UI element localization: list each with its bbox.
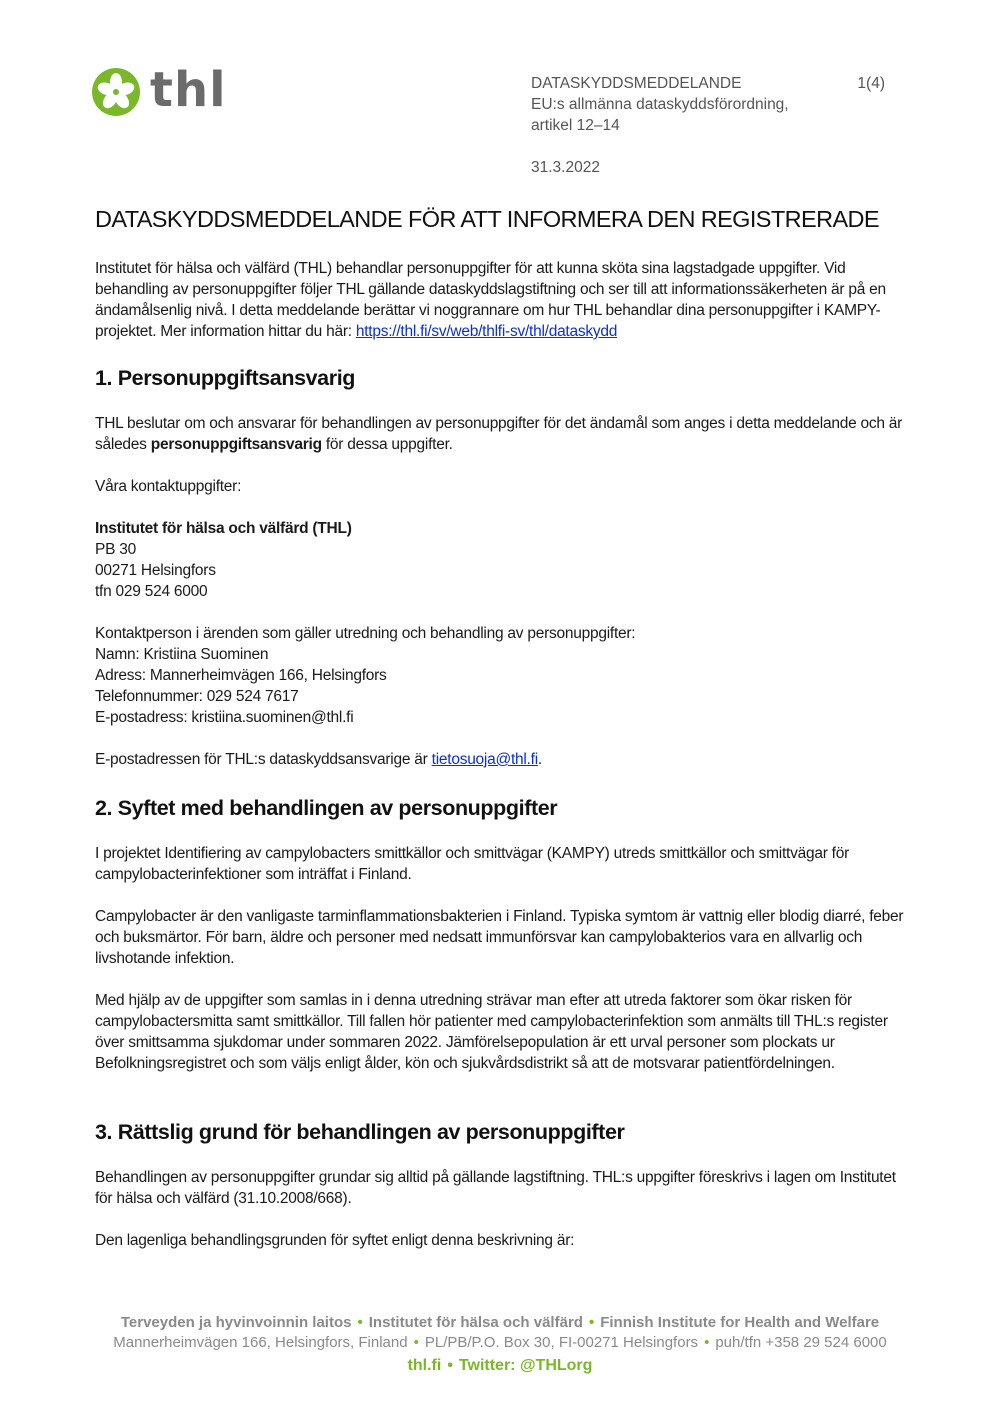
section-3-heading: 3. Rättslig grund för behandlingen av personuppgifter [95,1120,625,1144]
footer-phone: puh/tfn +358 29 524 6000 [715,1334,887,1351]
footer-box: PL/PB/P.O. Box 30, FI-00271 Helsingfors [424,1334,699,1351]
separator-dot: • [704,1334,710,1351]
footer-street: Mannerheimvägen 166, Helsingfors, Finland [113,1334,408,1351]
separator-dot: • [447,1357,453,1374]
thl-logo [92,62,227,118]
contact-address: Adress: Mannerheimvägen 166, Helsingfors [95,667,387,684]
page-title: DATASKYDDSMEDDELANDE FÖR ATT INFORMERA DEN REGISTRERADE [95,206,879,232]
footer-name-fi: Terveyden ja hyvinvoinnin laitos [120,1314,352,1331]
purpose-paragraph-1: I projektet Identifiering av campylobacters smittkällor och smittvägar (KAMPY) utreds smittkällor och smittvägar för campylobacterinfektioner som inträffat i Finland. [95,845,850,883]
footer-name-sv: Institutet för hälsa och välfärd [368,1314,583,1331]
section-1-body [95,413,907,770]
controller-text-end: för dessa uppgifter. [321,436,453,453]
separator-dot: • [588,1314,595,1331]
contact-name: Namn: Kristiina Suominen [95,646,269,663]
section-2-heading: 2. Syftet med behandlingen av personuppgifter [95,796,558,820]
section-1-heading: 1. Personuppgiftsansvarig [95,366,356,390]
purpose-paragraph-2: Campylobacter är den vanligaste tarminflammationsbakterien i Finland. Typiska symtom är vattnig eller blodig diarré, feber och buksmärtor. För barn, äldre och personer med nedsatt immunförsvar kan campylobakterios vara en allvarlig och livshotande infektion. [95,908,904,967]
contacts-label: Våra kontaktuppgifter: [95,478,242,495]
footer-website[interactable]: thl.fi [407,1357,442,1374]
legal-paragraph-1: Behandlingen av personuppgifter grundar sig alltid på gällande lagstiftning. THL:s uppgifter föreskrivs i lagen om Institutet för hälsa och välfärd (31.10.2008/668). [95,1169,896,1207]
contact-phone: Telefonnummer: 029 524 7617 [95,688,299,705]
page-number: 1(4) [857,75,885,92]
footer-address [0,1333,1000,1353]
org-name-text: Institutet för hälsa och välfärd (THL) [95,520,352,537]
org-phone: tfn 029 524 6000 [95,583,208,600]
intro-paragraph [95,258,907,363]
dataskydd-link[interactable]: https://thl.fi/sv/web/thlfi-sv/thl/dataskydd [355,323,618,340]
doc-subtitle-line1: EU:s allmänna dataskyddsförordning, [531,96,789,113]
page-footer [0,1313,1000,1376]
dpo-end: . [537,751,542,768]
footer-links [0,1356,1000,1376]
org-box: PB 30 [95,541,136,558]
separator-dot: • [413,1334,419,1351]
doc-type: DATASKYDDSMEDDELANDE [531,75,742,92]
doc-subtitle-line2: artikel 12–14 [531,117,620,134]
contact-email: E-postadress: kristiina.suominen@thl.fi [95,709,354,726]
logo-text: thl [150,62,227,118]
legal-paragraph-2: Den lagenliga behandlingsgrunden för syftet enligt denna beskrivning är: [95,1232,575,1249]
org-name [95,518,907,539]
footer-twitter[interactable]: Twitter: @THLorg [458,1357,593,1374]
controller-paragraph [95,413,907,455]
purpose-paragraph-3: Med hjälp av de uppgifter som samlas in i denna utredning strävar man efter att utreda faktorer som ökar risken för campylobactersmitta samt smittkällor. Till fallen hör patienter med campylobacterinfektion som anmälts till THL:s register över smittsamma sjukdomar under sommaren 2022. Jämförelsepopulation är ett urval personer som plockats ur Befolkningsregistret och som väljs enligt ålder, kön och sjukvårdsdistrikt så att de motsvarar patientfördelningen. [95,992,888,1072]
dpo-text: E-postadressen för THL:s dataskyddsansvarige är [95,751,432,768]
contact-intro: Kontaktperson i ärenden som gäller utredning och behandling av personuppgifter: [95,625,636,642]
controller-text: THL beslutar om och ansvarar för behandlingen av personuppgifter för det ändamål som anges i detta meddelande och är således [95,415,903,453]
org-city: 00271 Helsingfors [95,562,216,579]
dpo-paragraph [95,749,907,770]
separator-dot: • [357,1314,363,1331]
section-3-body [95,1167,907,1251]
footer-name-en: Finnish Institute for Health and Welfare [600,1314,880,1331]
flower-icon [92,68,140,116]
dpo-email-link[interactable]: tietosuoja@thl.fi [431,751,538,768]
doc-date: 31.3.2022 [531,159,600,176]
intro-text: Institutet för hälsa och välfärd (THL) behandlar personuppgifter för att kunna sköta sina lagstadgade uppgifter. Vid behandling av personuppgifter följer THL gällande dataskyddslagstiftning och ser till att informationssäkerheten är på en ändamålsenlig nivå. I detta meddelande berättar vi noggrannare om hur THL behandlar dina personuppgifter i KAMPY-projektet. Mer information hittar du här: [95,260,886,340]
section-2-body [95,843,907,1074]
footer-names [0,1313,1000,1333]
document-header [531,73,891,178]
controller-bold: personuppgiftsansvarig [150,436,322,453]
